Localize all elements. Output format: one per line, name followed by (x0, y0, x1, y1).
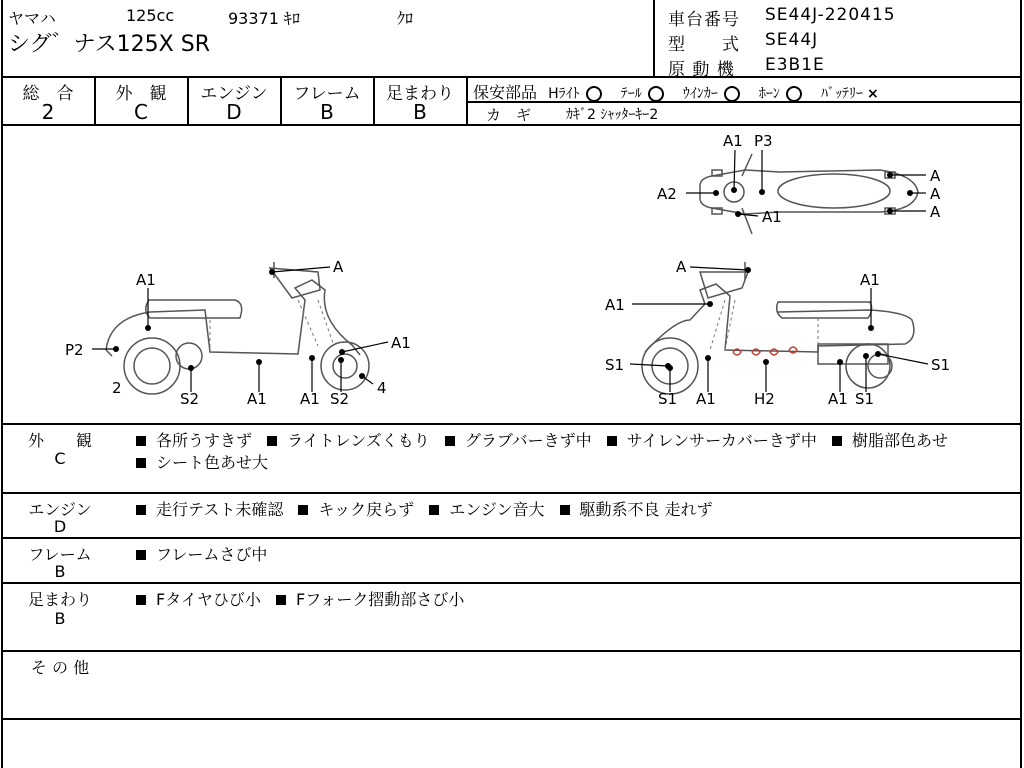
rule (1, 423, 1022, 425)
diag-label: H2 (754, 390, 775, 408)
maker: ヤマハ (8, 9, 56, 28)
safety-item-battery: ﾊﾞｯﾃﾘｰ (821, 86, 864, 102)
diag-label: 4 (377, 379, 387, 397)
diag-label: A1 (828, 390, 848, 408)
type-label: 型 式 (668, 35, 740, 55)
grade-value-frame: B (320, 100, 334, 124)
key-label: カ ギ (486, 106, 532, 124)
damage-diagram (0, 126, 1022, 422)
ok-circle-icon (724, 86, 740, 102)
frame-no-label: 車台番号 (668, 10, 740, 30)
mileage: 93371 ｷﾛ (228, 9, 300, 28)
rule (1, 718, 1022, 720)
diag-label: A (333, 258, 344, 276)
ok-circle-icon (648, 86, 664, 102)
safety-parts (473, 80, 879, 103)
detail-lines-exterior: 各所うすきず ライトレンズくもり グラブバーきず中 サイレンサーカバーきず中 樹脂部色あせ (136, 428, 948, 451)
model-name: シグ゛ナス125X SR (8, 32, 210, 57)
diag-label: P2 (65, 341, 84, 359)
detail-lines-frame: フレームさび中 (136, 542, 267, 565)
diag-label: 2 (112, 379, 122, 397)
safety-title: 保安部品 (473, 83, 538, 102)
grade-divider (466, 77, 468, 125)
ok-circle-icon (586, 86, 602, 102)
diag-label: S2 (180, 390, 200, 408)
grade-value-suspension: B (413, 100, 427, 124)
detail-label-engine: エンジン (28, 500, 92, 519)
detail-grade-suspension: B (54, 609, 66, 628)
header-divider (653, 0, 655, 77)
grade-label-suspension: 足まわり (386, 84, 454, 104)
diag-label: A1 (762, 208, 782, 226)
diag-label: A (930, 203, 941, 221)
grade-value-engine: D (226, 100, 242, 124)
grade-label-overall: 総 合 (22, 84, 74, 104)
detail-lines-engine: 走行テスト未確認 キック戻らず エンジン音大 駆動系不良 走れず (136, 497, 713, 520)
diag-label: P3 (754, 132, 773, 150)
detail-grade-exterior: C (54, 449, 66, 468)
engine-label: 原 動 機 (668, 60, 735, 80)
diag-label: A1 (136, 271, 156, 289)
detail-label-other: そ の 他 (30, 658, 90, 677)
diag-label: S1 (605, 356, 625, 374)
type-value: SE44J (765, 30, 819, 50)
ng-cross-icon: × (867, 86, 879, 102)
key-value: ｶｷﾞ2 ｼｬｯﾀｰｷｰ2 (566, 107, 659, 123)
color: ｸﾛ (397, 9, 414, 28)
diag-label: A1 (605, 296, 625, 314)
frame-no: SE44J-220415 (765, 5, 896, 25)
rule (1, 650, 1022, 652)
rule (1, 582, 1022, 584)
safety-item-headlight: Hﾗｲﾄ (548, 86, 580, 102)
diag-label: A1 (300, 390, 320, 408)
engine-value: E3B1E (765, 55, 825, 75)
diag-label: A1 (696, 390, 716, 408)
diag-label: A (930, 185, 941, 203)
grade-label-exterior: 外 観 (115, 84, 167, 104)
diag-label: A1 (391, 334, 411, 352)
grade-value-overall: 2 (41, 100, 55, 124)
rule (1, 492, 1022, 494)
detail-label-exterior: 外 観 (27, 431, 92, 450)
grade-value-exterior: C (134, 100, 148, 124)
diag-label: A (676, 258, 687, 276)
detail-label-suspension: 足まわり (27, 590, 92, 609)
diag-label: A1 (860, 271, 880, 289)
grade-label-frame: フレーム (293, 84, 361, 104)
safety-item-horn: ﾎｰﾝ (758, 86, 780, 102)
diag-label: S1 (931, 356, 951, 374)
diag-label: A1 (247, 390, 267, 408)
ok-circle-icon (786, 86, 802, 102)
diag-label: A2 (657, 185, 677, 203)
diag-label: A (930, 167, 941, 185)
diag-label: S1 (658, 390, 678, 408)
diag-label: S2 (330, 390, 350, 408)
detail-lines2-exterior: シート色あせ大 (136, 450, 268, 473)
detail-lines-suspension: Fタイヤひび小 Fフォーク摺動部さび小 (136, 587, 464, 610)
safety-item-winker: ｳｲﾝｶｰ (682, 86, 718, 102)
diag-label: S1 (855, 390, 875, 408)
grade-label-engine: エンジン (200, 84, 268, 104)
detail-grade-engine: D (53, 517, 67, 536)
detail-label-frame: フレーム (28, 545, 92, 564)
scooter-top-view (700, 154, 918, 234)
detail-grade-frame: B (54, 562, 66, 581)
rule (1, 76, 1022, 78)
rule (1, 537, 1022, 539)
safety-item-tail: ﾃｰﾙ (620, 86, 642, 102)
displacement: 125cc (126, 6, 175, 25)
diag-label: A1 (723, 132, 743, 150)
